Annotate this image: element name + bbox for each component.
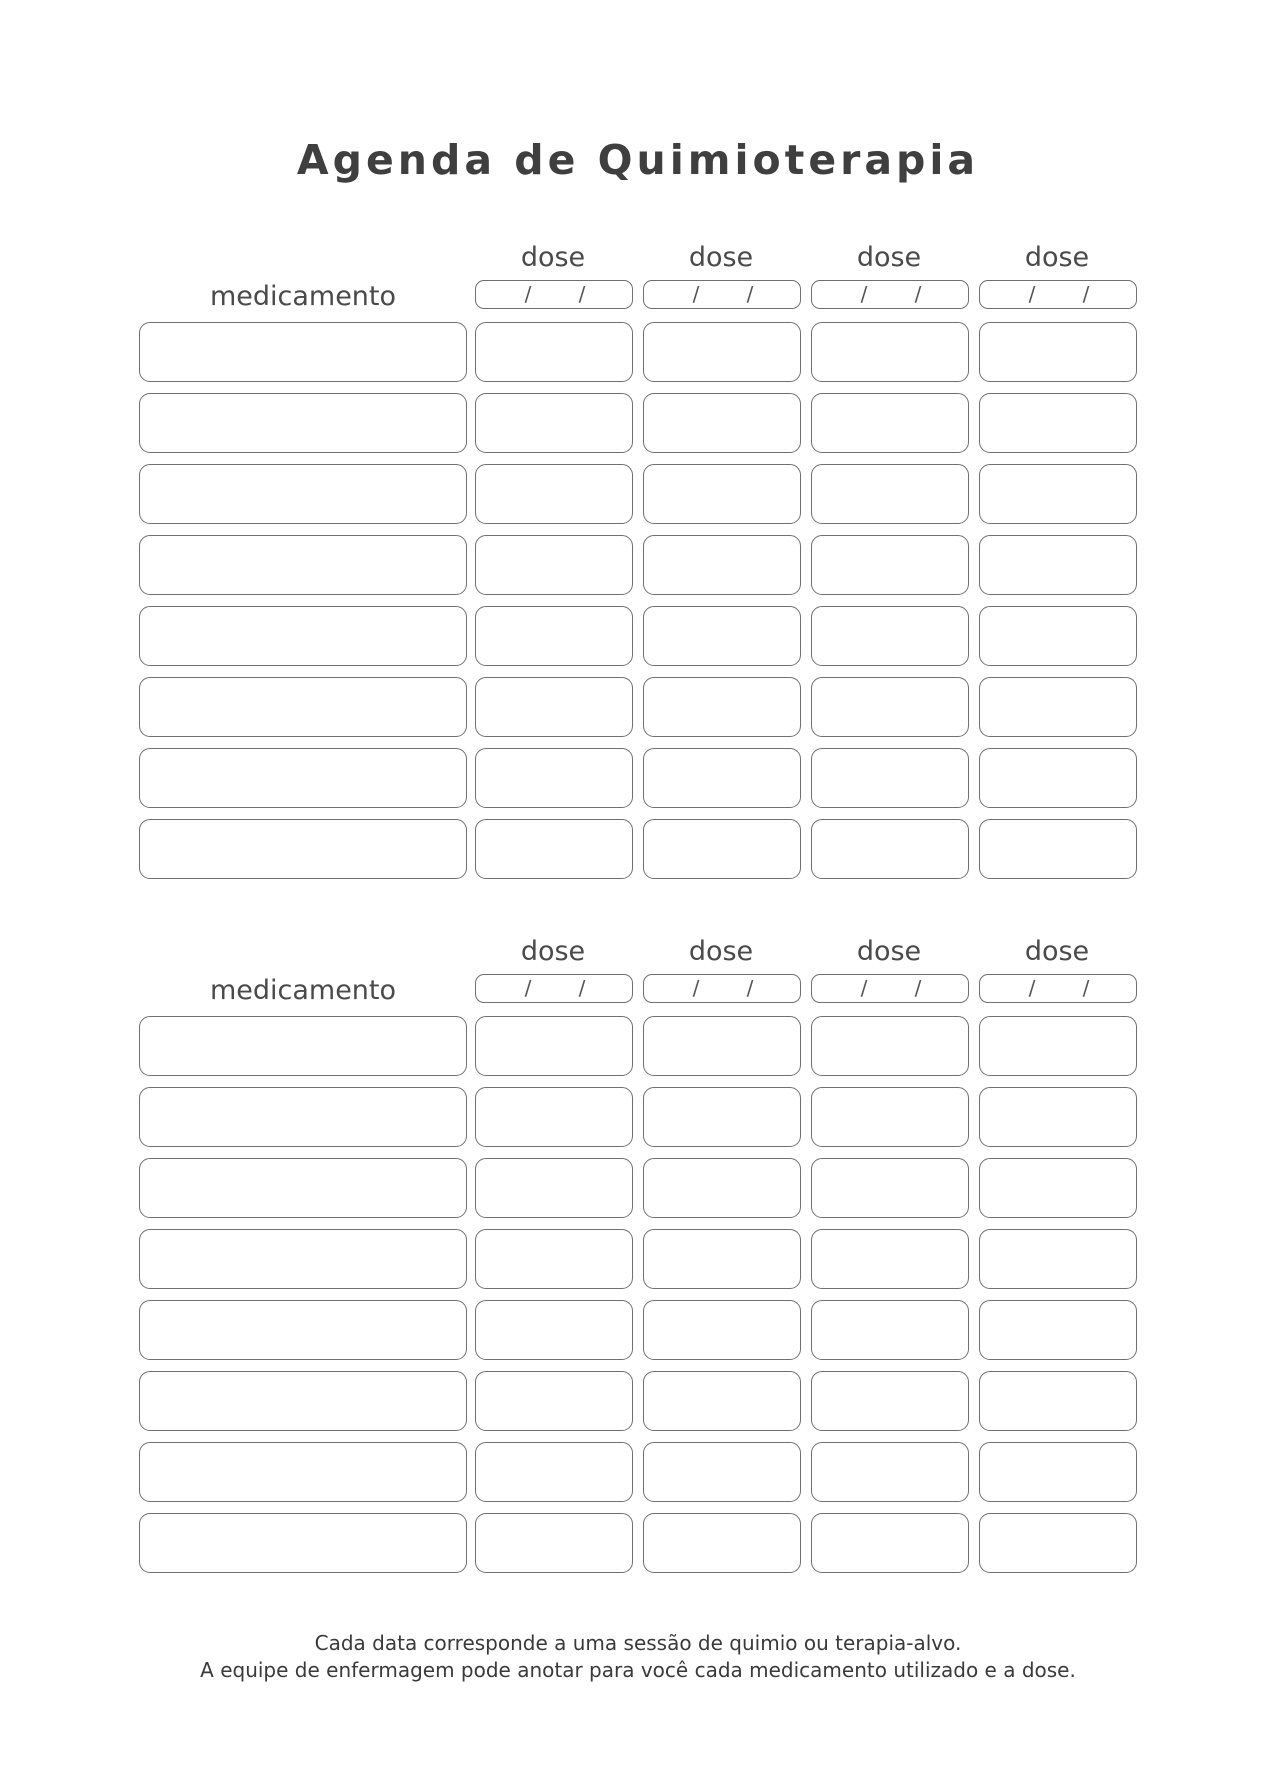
dose-input[interactable] (979, 606, 1137, 666)
dose-input[interactable] (475, 464, 633, 524)
dose-input[interactable] (979, 1442, 1137, 1502)
dose-input[interactable] (643, 393, 801, 453)
medication-column-header: medicamento (209, 975, 397, 1006)
dose-input[interactable] (979, 322, 1137, 382)
dose-input[interactable] (643, 322, 801, 382)
dose-input[interactable] (475, 1158, 633, 1218)
dose-input[interactable] (643, 1371, 801, 1431)
dose-column-header: dose (520, 242, 586, 273)
dose-input[interactable] (475, 393, 633, 453)
dose-input[interactable] (979, 535, 1137, 595)
dose-column-header: dose (688, 936, 754, 967)
dose-input[interactable] (475, 748, 633, 808)
dose-input[interactable] (643, 677, 801, 737)
schedule-table (139, 934, 1139, 1584)
date-field[interactable] (979, 974, 1137, 1003)
dose-input[interactable] (643, 1087, 801, 1147)
medication-input[interactable] (139, 1371, 467, 1431)
dose-input[interactable] (979, 464, 1137, 524)
dose-input[interactable] (475, 1016, 633, 1076)
dose-input[interactable] (811, 1300, 969, 1360)
medication-input[interactable] (139, 1442, 467, 1502)
date-field[interactable] (811, 280, 969, 309)
dose-input[interactable] (643, 1229, 801, 1289)
dose-input[interactable] (475, 606, 633, 666)
dose-input[interactable] (811, 322, 969, 382)
date-separator: / (1082, 976, 1090, 1000)
medication-input[interactable] (139, 322, 467, 382)
dose-input[interactable] (643, 464, 801, 524)
dose-input[interactable] (811, 393, 969, 453)
dose-input[interactable] (643, 606, 801, 666)
medication-input[interactable] (139, 1229, 467, 1289)
dose-input[interactable] (811, 748, 969, 808)
dose-input[interactable] (979, 677, 1137, 737)
dose-input[interactable] (643, 819, 801, 879)
medication-input[interactable] (139, 677, 467, 737)
dose-input[interactable] (811, 1442, 969, 1502)
date-field[interactable] (475, 280, 633, 309)
footer-note (0, 1630, 1276, 1684)
date-separator: / (860, 282, 868, 306)
dose-input[interactable] (643, 1158, 801, 1218)
date-separator: / (578, 976, 586, 1000)
medication-input[interactable] (139, 393, 467, 453)
date-field[interactable] (979, 280, 1137, 309)
footer-line: Cada data corresponde a uma sessão de quimio ou terapia-alvo. (314, 1631, 962, 1655)
medication-column-header: medicamento (209, 281, 397, 312)
dose-input[interactable] (811, 1229, 969, 1289)
dose-input[interactable] (811, 677, 969, 737)
dose-column-header: dose (1024, 936, 1090, 967)
medication-input[interactable] (139, 1087, 467, 1147)
dose-input[interactable] (811, 1371, 969, 1431)
dose-input[interactable] (475, 1087, 633, 1147)
dose-input[interactable] (811, 1513, 969, 1573)
dose-input[interactable] (475, 677, 633, 737)
dose-input[interactable] (979, 1300, 1137, 1360)
medication-input[interactable] (139, 1300, 467, 1360)
date-field[interactable] (811, 974, 969, 1003)
dose-input[interactable] (643, 1300, 801, 1360)
dose-input[interactable] (811, 1087, 969, 1147)
date-separator: / (914, 282, 922, 306)
date-separator: / (1028, 976, 1036, 1000)
dose-input[interactable] (979, 1229, 1137, 1289)
date-separator: / (914, 976, 922, 1000)
date-separator: / (746, 976, 754, 1000)
dose-input[interactable] (643, 1513, 801, 1573)
date-separator: / (746, 282, 754, 306)
dose-input[interactable] (643, 1442, 801, 1502)
dose-column-header: dose (856, 242, 922, 273)
dose-input[interactable] (979, 748, 1137, 808)
dose-column-header: dose (520, 936, 586, 967)
date-field[interactable] (643, 974, 801, 1003)
dose-input[interactable] (979, 1016, 1137, 1076)
date-separator: / (1082, 282, 1090, 306)
date-field[interactable] (475, 974, 633, 1003)
dose-input[interactable] (475, 819, 633, 879)
dose-input[interactable] (979, 1513, 1137, 1573)
date-field[interactable] (643, 280, 801, 309)
dose-input[interactable] (979, 819, 1137, 879)
date-separator: / (524, 282, 532, 306)
dose-input[interactable] (811, 1158, 969, 1218)
dose-input[interactable] (979, 1158, 1137, 1218)
dose-input[interactable] (979, 1371, 1137, 1431)
medication-input[interactable] (139, 464, 467, 524)
dose-input[interactable] (475, 322, 633, 382)
date-separator: / (578, 282, 586, 306)
dose-input[interactable] (979, 393, 1137, 453)
dose-input[interactable] (811, 1016, 969, 1076)
medication-input[interactable] (139, 606, 467, 666)
medication-input[interactable] (139, 748, 467, 808)
dose-column-header: dose (1024, 242, 1090, 273)
medication-input[interactable] (139, 1513, 467, 1573)
page-title: Agenda de Quimioterapia (296, 136, 980, 184)
dose-input[interactable] (979, 1087, 1137, 1147)
medication-input[interactable] (139, 535, 467, 595)
date-separator: / (524, 976, 532, 1000)
dose-input[interactable] (475, 1300, 633, 1360)
date-separator: / (1028, 282, 1036, 306)
dose-input[interactable] (811, 535, 969, 595)
date-separator: / (860, 976, 868, 1000)
dose-input[interactable] (475, 1371, 633, 1431)
medication-input[interactable] (139, 819, 467, 879)
dose-input[interactable] (475, 1229, 633, 1289)
dose-input[interactable] (475, 535, 633, 595)
dose-input[interactable] (643, 1016, 801, 1076)
footer-line: A equipe de enfermagem pode anotar para você cada medicamento utilizado e a dose. (200, 1658, 1076, 1682)
dose-input[interactable] (643, 748, 801, 808)
dose-input[interactable] (811, 819, 969, 879)
date-separator: / (692, 282, 700, 306)
date-separator: / (692, 976, 700, 1000)
medication-input[interactable] (139, 1158, 467, 1218)
dose-column-header: dose (688, 242, 754, 273)
schedule-table (139, 240, 1139, 890)
medication-input[interactable] (139, 1016, 467, 1076)
dose-input[interactable] (643, 535, 801, 595)
dose-column-header: dose (856, 936, 922, 967)
dose-input[interactable] (811, 606, 969, 666)
dose-input[interactable] (475, 1442, 633, 1502)
dose-input[interactable] (475, 1513, 633, 1573)
dose-input[interactable] (811, 464, 969, 524)
